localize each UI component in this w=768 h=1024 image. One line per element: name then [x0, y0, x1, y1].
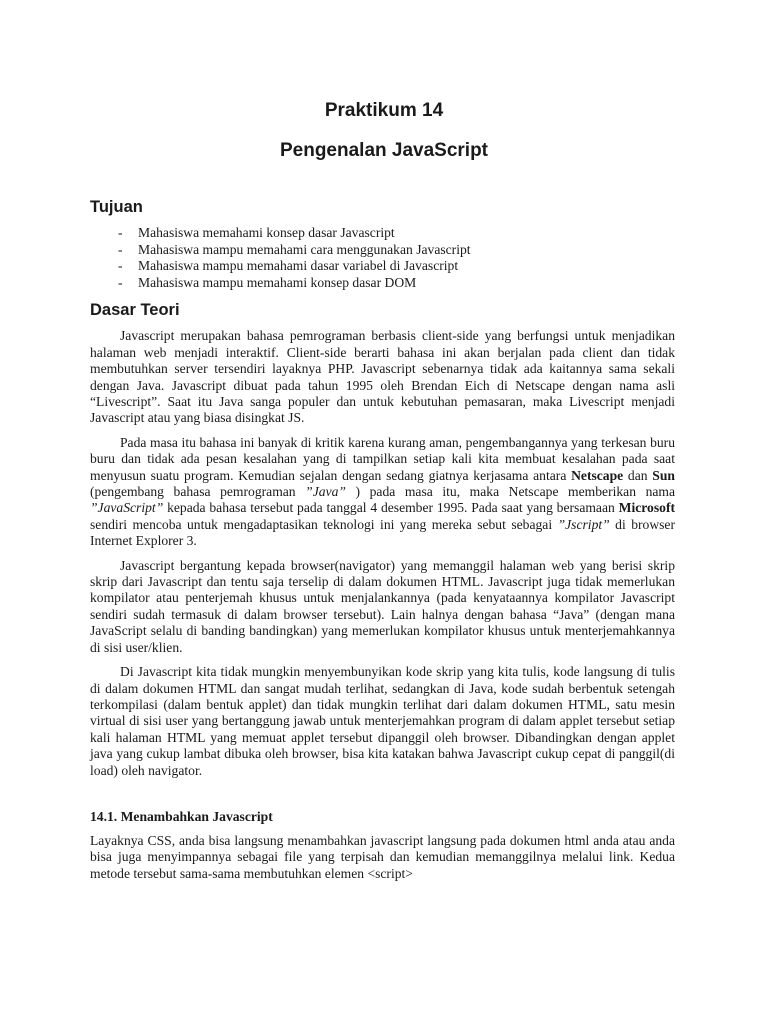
list-bullet: -	[118, 274, 123, 290]
sun-bold: Sun	[652, 467, 675, 483]
paragraph-4: Di Javascript kita tidak mungkin menyembunyikan kode skrip yang kita tulis, kode langsung di tulis di dalam dokumen HTML dan sangat mudah terlihat, sedangkan di Java, kode sudah berbentuk setengah terkompilasi (dalam bentuk applet) dan tidak mungkin terlihat dari dalam dokumen HTML, satu mesin virtual di sisi user yang bertanggung jawab untuk menterjemahkan program di dalam applet tersebut setiap kali halaman HTML yang memuat applet tersebut dipanggil oleh browser. Dibandingkan dengan applet java yang cukup lambat dibuka oleh browser, bisa kita katakan bahwa Javascript cukup cepat di panggil(di load) oleh navigator.	[90, 664, 675, 778]
list-item: - Mahasiswa memahami konsep dasar Javascript	[118, 225, 395, 240]
list-bullet: -	[118, 225, 123, 240]
list-item: - Mahasiswa mampu memahami dasar variabel di Javascript	[118, 258, 459, 274]
paragraph-2: Pada masa itu bahasa ini banyak di kritik karena kurang aman, pengembangannya yang terkesan buru buru dan tidak ada pesan kesalahan yang di tampilkan setiap kali kita membuat kesalahan pada saat menyusun suatu program. Kemudian sejalan dengan sedang giatnya kerjasama antara Netscape dan Sun (pengembang bahasa pemrograman ”Java” ) pada masa itu, maka Netscape memberikan nama ”JavaScript” kepada bahasa tersebut pada tanggal 4 desember 1995. Pada saat yang bersamaan Microsoft sendiri mencoba untuk mengadaptasikan teknologi ini yang mereka sebut sebagai ”Jscript” di browser Internet Explorer 3.	[90, 434, 676, 549]
list-bullet: -	[118, 258, 123, 274]
tujuan-list	[90, 225, 675, 291]
section-heading-tujuan: Tujuan	[90, 198, 143, 216]
subsection-heading-14-1: 14.1. Menambahkan Javascript	[90, 808, 273, 824]
javascript-italic: ”JavaScript”	[90, 500, 164, 516]
page-subtitle: Pengenalan JavaScript	[279, 140, 489, 161]
netscape-bold: Netscape	[571, 467, 624, 483]
list-bullet: -	[118, 241, 123, 257]
page-title: Praktikum 14	[324, 100, 444, 121]
paragraph-1: Javascript merupakan bahasa pemrograman berbasis client-side yang berfungsi untuk menjadikan halaman web menjadi interaktif. Client-side berarti bahasa ini akan berjalan pada client dan tidak membutuhkan server tersendiri layaknya PHP. Javascript sebenarnya tidak ada kaitannya sama sekali dengan Java. Javascript dibuat pada tahun 1995 oleh Brendan Eich di Netscape dengan nama asli “Livescript”. Saat itu Java sanga populer dan untuk kebutuhan pemasaran, maka Livescript menjadi Javascript atau yang biasa disingkat JS.	[90, 328, 675, 426]
jscript-italic: ”Jscript”	[557, 516, 610, 532]
section-heading-dasar-teori: Dasar Teori	[90, 301, 180, 320]
list-item: - Mahasiswa mampu memahami konsep dasar DOM	[118, 274, 417, 290]
paragraph-3: Javascript bergantung kepada browser(navigator) yang memanggil halaman web yang berisi skrip skrip dari Javascript dan tentu saja terselip di dalam dokumen HTML. Javascript juga tidak memerlukan kompilator atau penterjemah khusus untuk menjalankannya (pada kenyataannya kompilator Javascript sendiri sudah termasuk di dalam browser tersebut). Lain halnya dengan bahasa “Java” (dengan mana JavaScript selalu di banding bandingkan) yang memerlukan kompilator khusus untuk menterjemahkannya di sisi user/klien.	[90, 557, 675, 655]
microsoft-bold: Microsoft	[618, 500, 675, 516]
list-item: - Mahasiswa mampu memahami cara menggunakan Javascript	[118, 241, 471, 257]
document-body	[90, 198, 675, 890]
paragraph-14-1: Layaknya CSS, anda bisa langsung menambahkan javascript langsung pada dokumen html anda atau anda bisa juga menyimpannya sebagai file yang terpisah dan kemudian memanggilnya melalui link. Kedua metode tersebut sama-sama membutuhkan elemen <script>	[90, 832, 675, 881]
java-italic: ”Java”	[305, 484, 346, 500]
